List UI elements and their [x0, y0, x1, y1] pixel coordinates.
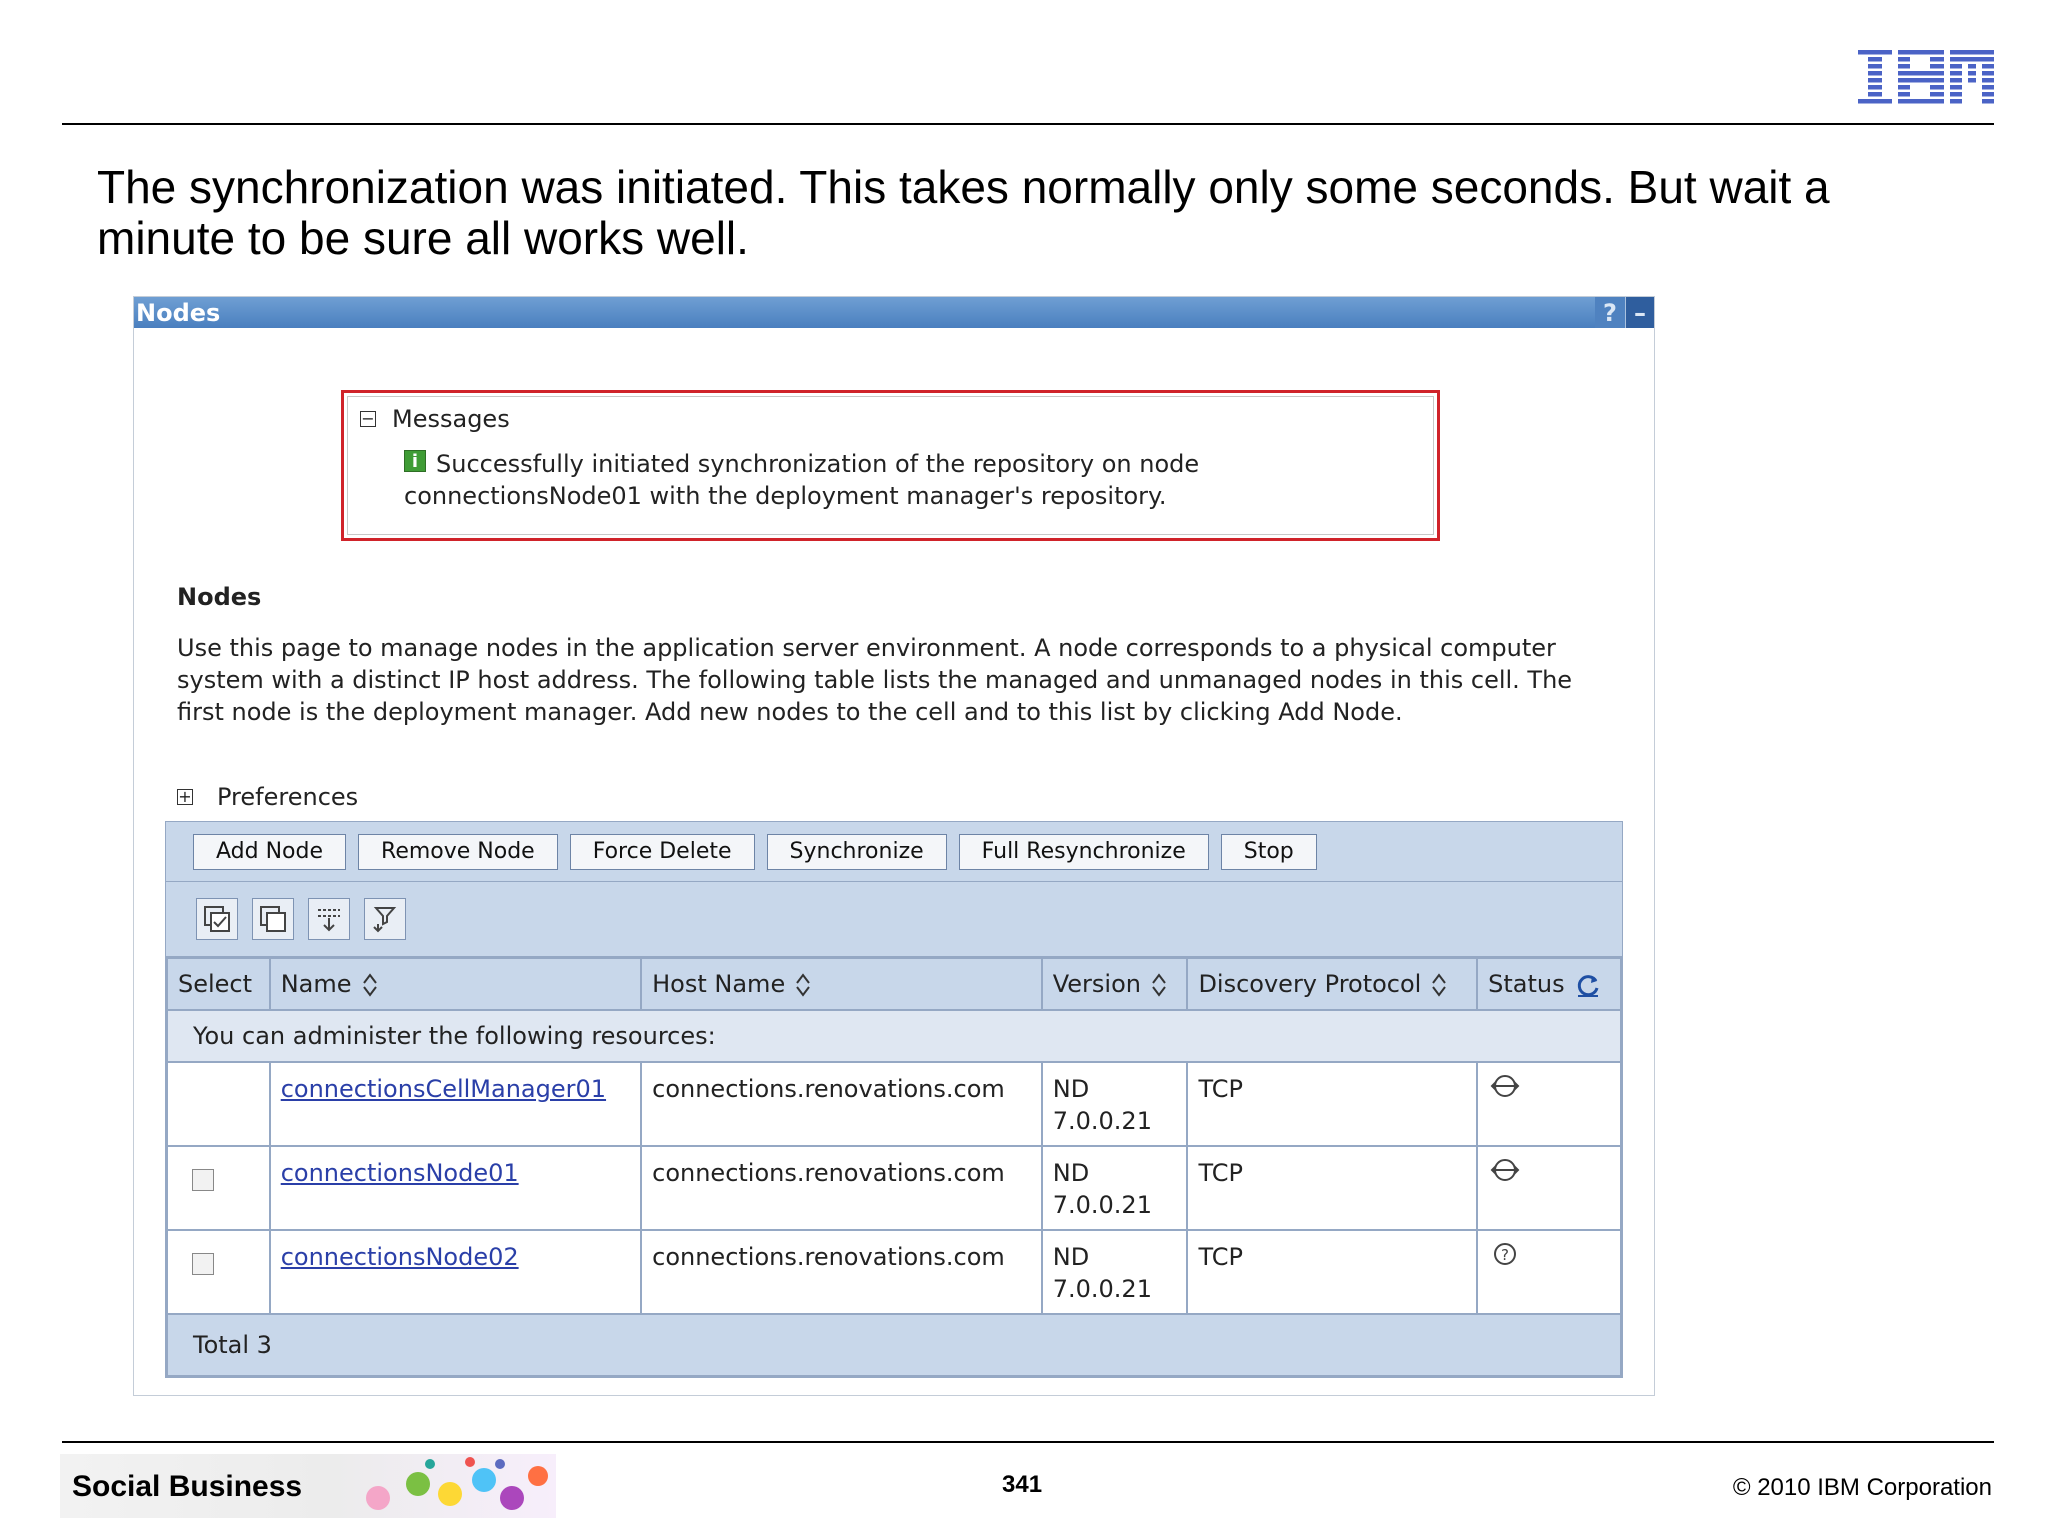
version-number: 7.0.0.21	[1052, 1107, 1152, 1135]
refresh-status-icon[interactable]	[1575, 972, 1601, 998]
nodes-section-title: Nodes	[177, 583, 262, 611]
node-link[interactable]: connectionsNode01	[280, 1159, 519, 1187]
row-checkbox[interactable]	[192, 1169, 214, 1191]
nodes-description: Use this page to manage nodes in the application server environment. A node corresponds to a physical computer system with a distinct IP host address. The following table lists the managed and unmanaged nodes in this cell. The first node is the deployment manager. Add new nodes to the cell and to this list by clicking Add Node.	[177, 634, 1573, 726]
force-delete-button[interactable]: Force Delete	[570, 834, 755, 870]
synchronize-button[interactable]: Synchronize	[767, 834, 947, 870]
copyright: © 2010 IBM Corporation	[1732, 1474, 1992, 1501]
row-checkbox[interactable]	[192, 1253, 214, 1275]
top-rule	[62, 123, 1994, 125]
col-status-label: Status	[1488, 970, 1565, 998]
table-toolbar	[166, 882, 1622, 957]
status-cell	[1477, 1146, 1621, 1230]
svg-text:?: ?	[1501, 1246, 1510, 1264]
collapse-messages-icon[interactable]: −	[361, 409, 375, 428]
table-row	[167, 1146, 1621, 1230]
col-name[interactable]	[270, 958, 641, 1010]
select-cell	[167, 1230, 270, 1314]
total-count: Total 3	[167, 1314, 1621, 1376]
info-icon: i	[404, 450, 426, 472]
panel-titlebar	[134, 297, 1654, 328]
admin-resources-text: You can administer the following resources:	[167, 1010, 1621, 1062]
table-row	[167, 1230, 1621, 1314]
col-host-name[interactable]	[641, 958, 1042, 1010]
show-filter-icon[interactable]	[308, 898, 350, 940]
preferences-toggle[interactable]	[177, 783, 358, 811]
col-version[interactable]	[1042, 958, 1188, 1010]
sort-icon[interactable]	[1431, 972, 1447, 998]
protocol-cell: TCP	[1187, 1062, 1477, 1146]
deselect-all-icon[interactable]	[252, 898, 294, 940]
table-row	[167, 1062, 1621, 1146]
version-product: ND	[1052, 1243, 1090, 1271]
social-business-banner	[60, 1454, 556, 1518]
synchronized-icon	[1488, 1157, 1522, 1183]
col-version-label[interactable]: Version	[1052, 970, 1141, 998]
version-number: 7.0.0.21	[1052, 1191, 1152, 1219]
protocol-cell: TCP	[1187, 1230, 1477, 1314]
page-number: 341	[1002, 1471, 1043, 1498]
nodes-collection-table	[165, 821, 1623, 1378]
col-name-label[interactable]: Name	[280, 970, 352, 998]
version-product: ND	[1052, 1075, 1090, 1103]
host-name-cell: connections.renovations.com	[641, 1062, 1042, 1146]
select-cell	[167, 1062, 270, 1146]
clear-filter-icon[interactable]	[364, 898, 406, 940]
synchronized-icon	[1488, 1073, 1522, 1099]
message-text: Successfully initiated synchronization of the repository on node connectionsNode01 with the deployment manager's repository.	[404, 450, 1200, 510]
version-cell	[1042, 1146, 1188, 1230]
status-cell	[1477, 1230, 1621, 1314]
col-discovery-protocol-label[interactable]: Discovery Protocol	[1198, 970, 1422, 998]
bottom-rule	[62, 1441, 1994, 1443]
messages-title: Messages	[392, 405, 510, 433]
node-link[interactable]: connectionsCellManager01	[280, 1075, 607, 1103]
slide-heading: The synchronization was initiated. This takes normally only some seconds. But wait a minute to be sure all works well.	[97, 161, 1830, 264]
preferences-label[interactable]: Preferences	[217, 783, 359, 811]
sort-icon[interactable]	[362, 972, 378, 998]
col-host-name-label[interactable]: Host Name	[652, 970, 786, 998]
col-discovery-protocol[interactable]	[1187, 958, 1477, 1010]
unknown-status-icon	[1488, 1241, 1522, 1267]
version-cell	[1042, 1230, 1188, 1314]
people-illustration	[360, 1454, 556, 1518]
node-link[interactable]: connectionsNode02	[280, 1243, 519, 1271]
protocol-cell: TCP	[1187, 1146, 1477, 1230]
col-status[interactable]	[1477, 958, 1621, 1010]
select-cell	[167, 1146, 270, 1230]
expand-preferences-icon[interactable]: +	[178, 787, 192, 806]
nodes-panel	[133, 296, 1655, 1396]
help-button[interactable]: ?	[1595, 297, 1625, 328]
col-select: Select	[167, 958, 270, 1010]
stop-button[interactable]: Stop	[1221, 834, 1317, 870]
minimize-button[interactable]: –	[1625, 297, 1654, 328]
select-all-icon[interactable]	[196, 898, 238, 940]
version-cell	[1042, 1062, 1188, 1146]
remove-node-button[interactable]: Remove Node	[358, 834, 558, 870]
add-node-button[interactable]: Add Node	[193, 834, 346, 870]
host-name-cell: connections.renovations.com	[641, 1230, 1042, 1314]
footer-brand: Social Business	[72, 1470, 303, 1503]
panel-title: Nodes	[136, 298, 221, 327]
nodes-table	[166, 957, 1622, 1377]
sort-icon[interactable]	[1151, 972, 1167, 998]
version-product: ND	[1052, 1159, 1090, 1187]
messages-box	[341, 390, 1440, 541]
button-bar	[166, 822, 1622, 882]
sort-icon[interactable]	[795, 972, 811, 998]
status-cell	[1477, 1062, 1621, 1146]
version-number: 7.0.0.21	[1052, 1275, 1152, 1303]
host-name-cell: connections.renovations.com	[641, 1146, 1042, 1230]
full-resynchronize-button[interactable]: Full Resynchronize	[959, 834, 1209, 870]
ibm-logo	[1858, 50, 1994, 106]
